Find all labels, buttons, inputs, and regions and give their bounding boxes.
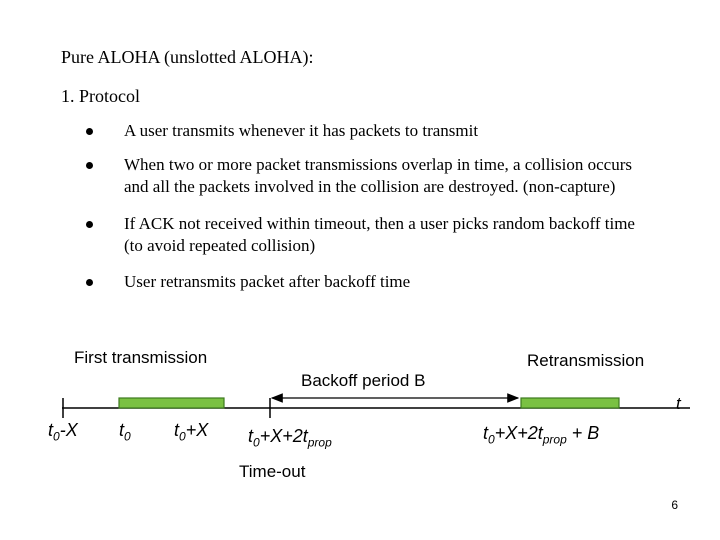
page-number: 6 — [671, 498, 678, 512]
first-transmission-label: First transmission — [74, 348, 208, 367]
time-axis-label: t — [676, 394, 681, 413]
backoff-period-label: Backoff period B — [301, 371, 426, 390]
tick-label-t0: $t_0$ — [119, 420, 131, 444]
tick-label-t0-minus-x: $t_0-X$ — [48, 420, 78, 444]
tick-label-retransmission: $t_0+X+2t_{prop} + B$ — [483, 423, 600, 447]
bullet-text: A user transmits whenever it has packets to transmit — [124, 121, 479, 140]
bullet-text: User retransmits packet after backoff time — [124, 272, 411, 291]
tick-label-timeout: $t_0+X+2t_{prop}$ — [248, 426, 332, 450]
retransmission-label: Retransmission — [527, 351, 645, 370]
retransmission-packet — [521, 398, 619, 408]
slide-heading: Pure ALOHA (unslotted ALOHA): — [61, 47, 314, 67]
tick-label-t0-plus-x: $t_0+X$ — [174, 420, 209, 444]
timeout-label: Time-out — [239, 462, 306, 481]
bullet-text: When two or more packet transmissions overlap in time, a collision occurs and all the packets involved in the collision are destroyed. (non-capture) — [124, 155, 632, 196]
protocol-subheading: 1. Protocol — [61, 86, 140, 106]
bullet-text: If ACK not received within timeout, then a user picks random backoff time (to avoid repeated collision) — [124, 214, 635, 255]
first-transmission-packet — [119, 398, 224, 408]
